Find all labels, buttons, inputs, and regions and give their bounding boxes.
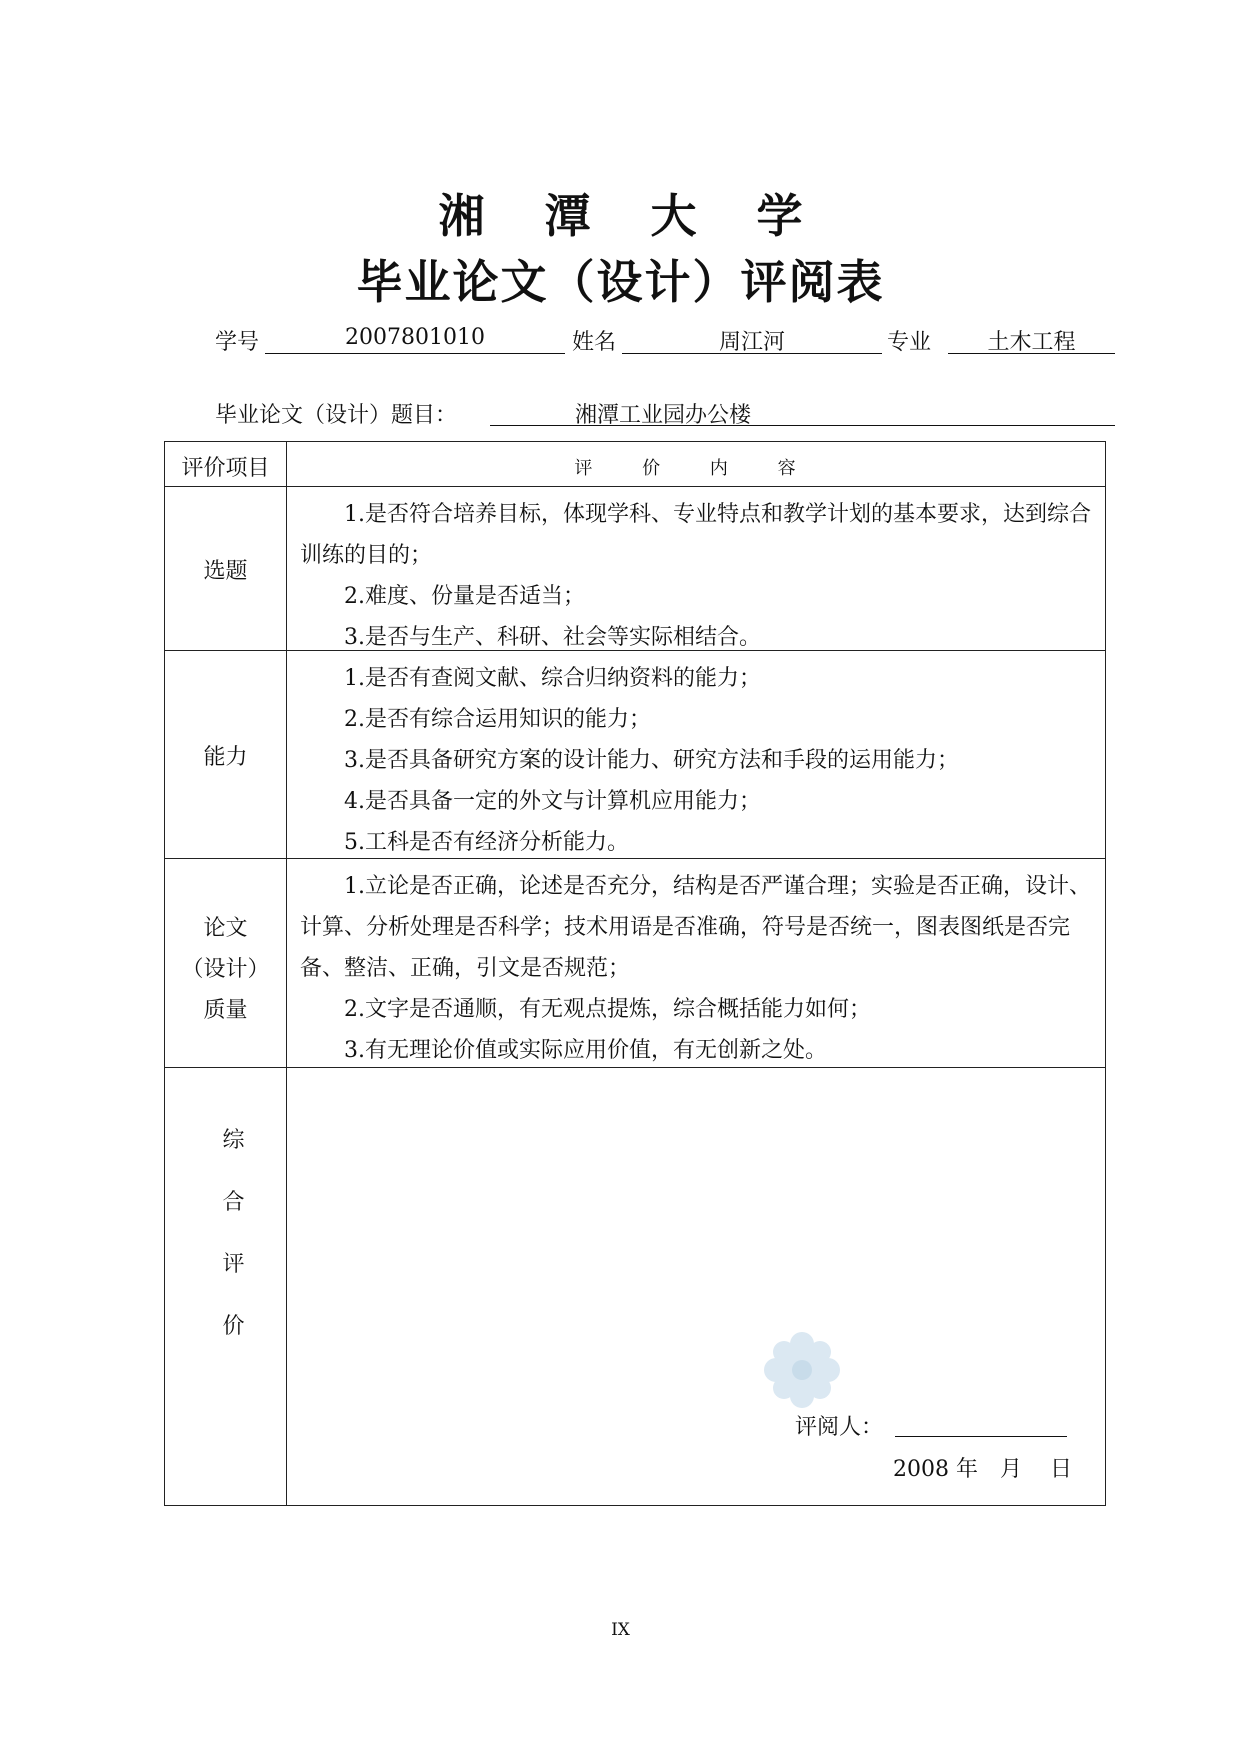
summary-char: 综 <box>222 1128 245 1153</box>
evaluation-table <box>164 441 1106 1506</box>
reviewer-signature-line <box>895 1436 1067 1437</box>
reviewer-label: 评阅人： <box>795 1415 884 1440</box>
date-day: 日 <box>1050 1457 1073 1482</box>
major-label: 专业 <box>887 330 932 355</box>
summary-char: 评 <box>222 1252 245 1277</box>
summary-char: 价 <box>222 1314 245 1339</box>
student-id-label: 学号 <box>215 330 260 355</box>
criterion-item: 2.文字是否通顺，有无观点提炼，综合概括能力如何； <box>344 997 871 1022</box>
criterion-item: 4.是否具备一定的外文与计算机应用能力； <box>344 789 761 814</box>
topic-row <box>215 398 1115 428</box>
date-month: 月 <box>1000 1457 1023 1482</box>
name-label: 姓名 <box>572 330 617 355</box>
header-left: 评价项目 <box>181 456 270 481</box>
page-number: IX <box>611 1620 630 1640</box>
summary-label <box>165 1110 286 1358</box>
row-label-line: 论文 <box>203 916 248 941</box>
row-content-topic <box>300 494 1093 658</box>
row-divider <box>165 486 1105 487</box>
row-label-line: 质量 <box>203 998 248 1023</box>
university-title: 湘 潭 大 学 <box>438 189 825 243</box>
name-value: 周江河 <box>622 325 882 354</box>
row-label-line: （设计） <box>181 957 270 982</box>
criterion-item: 3.是否与生产、科研、社会等实际相结合。 <box>344 625 761 650</box>
form-title: 毕业论文（设计）评阅表 <box>356 255 885 309</box>
criterion-item: 2.难度、份量是否适当； <box>344 584 585 609</box>
row-label-topic: 选题 <box>203 559 248 584</box>
criterion-item: 3.是否具备研究方案的设计能力、研究方法和手段的运用能力； <box>344 748 959 773</box>
criterion-item: 3.有无理论价值或实际应用价值，有无创新之处。 <box>344 1038 827 1063</box>
criterion-item: 2.是否有综合运用知识的能力； <box>344 707 651 732</box>
student-info-row <box>215 325 1115 355</box>
criterion-item: 1.是否有查阅文献、综合归纳资料的能力； <box>344 666 761 691</box>
student-id-value: 2007801010 <box>265 325 565 354</box>
topic-value: 湘潭工业园办公楼 <box>490 398 1115 426</box>
row-label-quality <box>165 908 286 1031</box>
row-label-ability: 能力 <box>203 745 248 770</box>
criterion-item: 5.工科是否有经济分析能力。 <box>344 830 629 855</box>
criterion-item: 1.立论是否正确，论述是否充分，结构是否严谨合理；实验是否正确，设计、计算、分析处理是否科学；技术用语是否准确，符号是否统一，图表图纸是否完备、整洁、正确，引文是否规范； <box>300 874 1091 981</box>
row-content-ability <box>300 658 1093 863</box>
header-right: 评 价 内 容 <box>574 458 818 479</box>
row-content-quality <box>300 866 1093 1071</box>
topic-label: 毕业论文（设计）题目： <box>215 403 458 428</box>
date-year: 2008 年 <box>893 1457 978 1482</box>
watermark-emblem-icon <box>762 1330 842 1410</box>
criterion-item: 1.是否符合培养目标，体现学科、专业特点和教学计划的基本要求，达到综合训练的目的； <box>300 502 1091 568</box>
summary-char: 合 <box>222 1190 245 1215</box>
major-value: 土木工程 <box>948 325 1115 354</box>
column-divider <box>286 442 287 1505</box>
